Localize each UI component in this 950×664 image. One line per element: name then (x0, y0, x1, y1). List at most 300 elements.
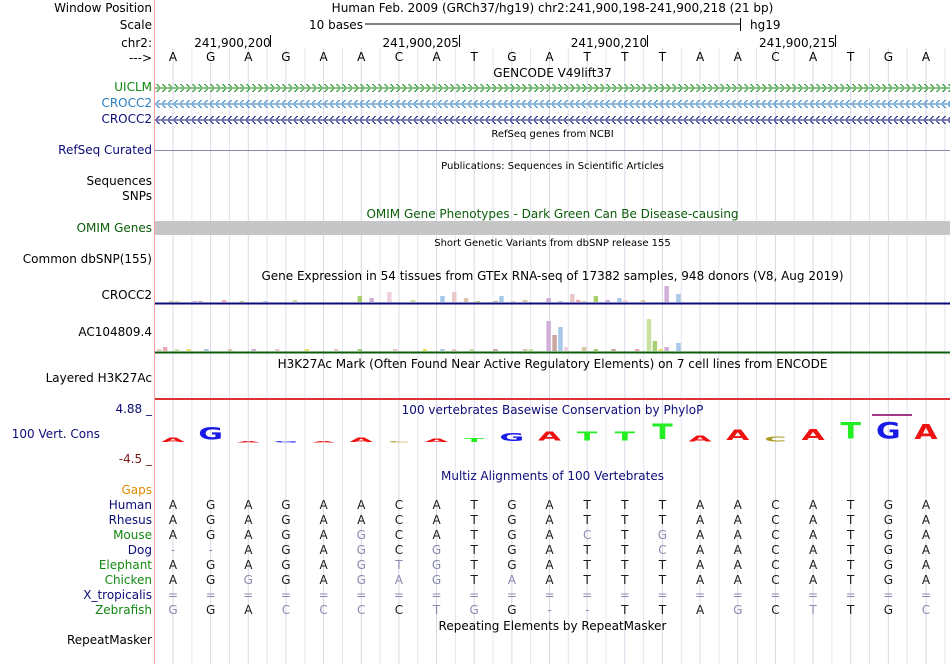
alignment-base: A (168, 573, 178, 587)
browser-track-area[interactable] (155, 0, 950, 664)
alignment-base: G (205, 603, 216, 617)
track-label-gtex-crocc2[interactable]: CROCC2 (101, 288, 152, 302)
gtex-title: Gene Expression in 54 tissues from GTEx RNA-seq of 17382 samples, 948 donors (V8, Aug 2019) (261, 269, 844, 283)
position-tick-mark (459, 35, 460, 47)
alignment-base: T (470, 573, 478, 587)
reference-base: G (281, 50, 291, 64)
alignment-base: C (394, 603, 404, 617)
alignment-base: T (658, 573, 667, 587)
alignment-base: A (695, 498, 705, 512)
logo-letter: A (349, 436, 373, 444)
alignment-base: C (771, 528, 780, 542)
alignment-base: G (281, 528, 291, 542)
alignment-base: A (695, 573, 705, 587)
alignment-base: T (470, 513, 478, 527)
scale-db-text: hg19 (750, 18, 781, 32)
gtex-tissue-bar[interactable] (222, 300, 227, 302)
gtex-tissue-bar[interactable] (169, 301, 174, 302)
alignment-base: T (658, 603, 667, 617)
alignment-base: A (808, 513, 818, 527)
alignment-base: G (356, 573, 366, 587)
alignment-base: G (507, 603, 517, 617)
alignment-base: A (319, 543, 328, 557)
track-label-repeatmasker[interactable]: RepeatMasker (66, 633, 152, 647)
gtex-tissue-bar[interactable] (369, 298, 374, 302)
alignment-base: = (356, 588, 367, 602)
refseq-title: RefSeq genes from NCBI (491, 129, 614, 140)
alignment-base: A (244, 603, 253, 617)
alignment-base: = (619, 588, 630, 602)
gtex-tissue-bar[interactable] (611, 349, 616, 351)
position-tick-label: 241,900,215 (759, 36, 836, 50)
gtex-tissue-bar[interactable] (676, 294, 681, 302)
reference-base: G (205, 50, 216, 64)
alignment-base: T (847, 528, 855, 542)
alignment-base: T (658, 513, 667, 527)
alignment-base: G (431, 573, 442, 587)
alignment-base: A (695, 558, 705, 572)
alignment-base: G (356, 528, 366, 542)
alignment-base: C (394, 498, 404, 512)
track-label-omim[interactable]: OMIM Genes (76, 221, 152, 235)
alignment-base: = (657, 588, 668, 602)
track-label-gaps[interactable]: Gaps (121, 483, 152, 497)
logo-letter: G (876, 418, 901, 445)
alignment-base: C (771, 543, 780, 557)
species-label[interactable]: Mouse (113, 528, 152, 542)
alignment-base: T (583, 558, 591, 572)
alignment-base: A (808, 543, 818, 557)
gtex-tissue-bar[interactable] (546, 321, 551, 351)
alignment-base: A (545, 528, 554, 542)
track-label-dbsnp[interactable]: Common dbSNP(155) (22, 252, 152, 266)
alignment-base: = (582, 588, 593, 602)
gtex-tissue-bar[interactable] (499, 296, 504, 302)
logo-letter: A (236, 440, 260, 444)
species-label[interactable]: X_tropicalis (83, 588, 152, 602)
alignment-base: A (545, 498, 554, 512)
alignment-base: A (545, 513, 554, 527)
alignment-base: C (771, 603, 780, 617)
reference-base: G (883, 50, 893, 64)
alignment-base: G (883, 558, 893, 572)
alignment-base: A (319, 558, 328, 572)
alignment-base: G (507, 558, 517, 572)
gtex-tissue-bar[interactable] (594, 296, 599, 302)
gtex-tissue-bar[interactable] (440, 349, 445, 351)
logo-letter: T (463, 437, 485, 444)
gtex-tissue-bar[interactable] (440, 296, 445, 302)
scale-bar-text: 10 bases (309, 18, 363, 32)
gtex-tissue-bar[interactable] (470, 349, 475, 351)
alignment-base: C (394, 543, 404, 557)
logo-letter: A (311, 440, 336, 444)
alignment-base: A (695, 603, 705, 617)
logo-letter: T (614, 429, 636, 444)
scale-bar (155, 15, 950, 35)
logo-letter: A (726, 427, 750, 444)
alignment-base: T (658, 498, 667, 512)
alignment-base: G (507, 498, 517, 512)
alignment-base: T (432, 603, 441, 617)
alignment-base: G (507, 513, 517, 527)
gtex-tissue-bar[interactable] (523, 349, 528, 351)
alignment-base: A (808, 498, 818, 512)
gtex-tissue-bar[interactable] (529, 349, 534, 351)
alignment-base: = (205, 588, 216, 602)
logo-letter: G (499, 430, 525, 444)
species-label[interactable]: Zebrafish (95, 603, 152, 617)
gtex-tissue-bar[interactable] (476, 301, 481, 302)
species-label[interactable]: Human (108, 498, 152, 512)
gtex-tissue-bar[interactable] (511, 301, 516, 302)
gtex-tissue-bar[interactable] (240, 301, 245, 302)
track-labels-column (0, 0, 154, 664)
alignment-base: A (695, 513, 705, 527)
gtex-tissue-bar[interactable] (576, 300, 581, 302)
alignment-base: T (621, 513, 629, 527)
alignment-base: = (506, 588, 517, 602)
gtex-tissue-bar[interactable] (387, 292, 392, 302)
alignment-base: G (281, 573, 291, 587)
gtex-tissue-bar[interactable] (305, 349, 310, 351)
alignment-base: A (244, 543, 253, 557)
gtex-tissue-bar[interactable] (192, 301, 197, 302)
species-label[interactable]: Chicken (104, 573, 152, 587)
gtex-tissue-bar[interactable] (411, 300, 416, 302)
species-label[interactable]: Elephant (98, 558, 152, 572)
gtex-tissue-bar[interactable] (659, 349, 664, 351)
alignment-base: C (357, 603, 366, 617)
alignment-base: T (583, 498, 591, 512)
alignment-base: = (469, 588, 480, 602)
gtex-tissue-bar[interactable] (582, 301, 587, 302)
alignment-base: A (319, 528, 328, 542)
track-label-gtex-ac104809[interactable]: AC104809.4 (78, 325, 152, 339)
logo-letter: A (801, 426, 825, 444)
alignment-base: = (732, 588, 743, 602)
alignment-base: G (883, 498, 893, 512)
phylop-ymax-label: 4.88 _ (115, 402, 152, 416)
alignment-base: T (621, 573, 629, 587)
gtex-tissue-bar[interactable] (275, 349, 280, 351)
reference-base: A (921, 50, 931, 64)
alignment-base: A (921, 513, 931, 527)
track-label-phylop[interactable]: 100 Vert. Cons (11, 427, 100, 441)
gtex-tissue-bar[interactable] (228, 349, 233, 351)
gencode-features[interactable] (155, 80, 950, 128)
alignment-base: C (394, 528, 404, 542)
gtex-tissue-bar[interactable] (493, 301, 498, 302)
reference-base: C (394, 50, 404, 64)
alignment-base: T (621, 498, 629, 512)
reference-base: A (545, 50, 554, 64)
alignment-base: T (583, 513, 591, 527)
reference-base: A (168, 50, 178, 64)
reference-base: A (733, 50, 742, 64)
gtex-tissue-bar[interactable] (605, 300, 610, 302)
alignment-base: G (205, 573, 216, 587)
gtex-tissue-bar[interactable] (546, 298, 551, 302)
alignment-base: A (319, 498, 328, 512)
gtex-tissue-bar[interactable] (263, 301, 268, 302)
alignment-base: = (167, 588, 179, 602)
alignment-base: T (847, 603, 855, 617)
track-label-uiclm[interactable]: UICLM (114, 80, 152, 94)
species-label[interactable]: Rhesus (108, 513, 152, 527)
alignment-base: A (921, 543, 931, 557)
alignment-base: G (205, 528, 216, 542)
gtex-tissue-bar[interactable] (163, 347, 168, 351)
alignment-base: C (921, 603, 931, 617)
scale-label: Scale (119, 18, 152, 32)
chrom-label: chr2: (121, 36, 152, 50)
gtex-tissue-bar[interactable] (653, 341, 658, 351)
alignment-base: T (847, 558, 855, 572)
gtex-tissue-bar[interactable] (594, 349, 599, 351)
gtex-bars[interactable] (155, 283, 950, 355)
alignment-base: A (244, 513, 253, 527)
alignment-base: A (921, 498, 931, 512)
alignment-base: A (921, 558, 931, 572)
gtex-tissue-bar[interactable] (623, 300, 628, 302)
logo-letter: C (764, 435, 787, 444)
species-label[interactable]: Dog (127, 543, 152, 557)
alignment-base: G (733, 603, 743, 617)
logo-letter: T (652, 419, 673, 445)
alignment-base: A (545, 573, 554, 587)
track-label-refseq[interactable]: RefSeq Curated (58, 143, 152, 157)
alignment-base: = (920, 588, 932, 602)
gtex-tissue-bar[interactable] (664, 347, 669, 351)
alignment-base: A (733, 528, 742, 542)
gtex-tissue-bar[interactable] (423, 349, 428, 351)
gtex-tissue-bar[interactable] (664, 286, 669, 302)
logo-letter: T (576, 429, 598, 444)
gtex-tissue-bar[interactable] (523, 300, 528, 302)
alignment-base: T (470, 543, 478, 557)
alignment-base: = (544, 588, 555, 602)
reference-base: T (470, 50, 478, 64)
alignment-base: = (393, 588, 404, 602)
gtex-tissue-bar[interactable] (570, 294, 575, 302)
gtex-tissue-bar[interactable] (641, 300, 646, 302)
alignment-base: G (356, 558, 366, 572)
alignment-base: G (507, 543, 517, 557)
multiz-title: Multiz Alignments of 100 Vertebrates (440, 469, 665, 483)
track-label-crocc2-a[interactable]: CROCC2 (101, 96, 152, 110)
logo-letter: G (273, 440, 299, 444)
alignment-base: - (170, 543, 176, 557)
alignment-base: A (545, 543, 554, 557)
track-label-crocc2-b[interactable]: CROCC2 (101, 112, 152, 126)
alignment-base: T (847, 543, 855, 557)
alignment-base: G (281, 498, 291, 512)
gtex-tissue-bar[interactable] (493, 349, 498, 351)
alignment-base: A (244, 558, 253, 572)
alignment-base: A (808, 528, 818, 542)
reference-base: A (695, 50, 705, 64)
reference-base: T (621, 50, 629, 64)
alignment-base: A (168, 498, 178, 512)
gtex-tissue-bar[interactable] (452, 292, 457, 302)
alignment-base: = (243, 588, 254, 602)
refseq-feature[interactable] (155, 143, 950, 157)
gtex-tissue-bar[interactable] (617, 298, 622, 302)
window-position-label: Window Position (54, 1, 152, 15)
position-tick-label: 241,900,200 (194, 36, 271, 50)
alignment-base: T (809, 603, 817, 617)
gtex-tissue-bar[interactable] (293, 300, 298, 302)
alignment-base: A (507, 573, 516, 587)
gtex-tissue-bar[interactable] (647, 319, 652, 351)
alignment-base: = (883, 588, 894, 602)
h3k27ac-signal[interactable] (155, 396, 950, 402)
phylop-title: 100 vertebrates Basewise Conservation by PhyloP (401, 403, 704, 417)
gtex-tissue-bar[interactable] (358, 349, 363, 351)
reference-base: T (658, 50, 667, 64)
alignment-base: A (733, 573, 742, 587)
omim-feature[interactable] (155, 221, 950, 235)
assembly-position-text: Human Feb. 2009 (GRCh37/hg19) chr2:241,900,198-241,900,218 (21 bp) (331, 1, 774, 15)
gtex-tissue-bar[interactable] (393, 349, 398, 351)
alignment-base: G (356, 543, 366, 557)
alignment-base: A (168, 513, 178, 527)
alignment-base: G (431, 543, 442, 557)
alignment-base: A (808, 573, 818, 587)
alignment-base: T (621, 543, 629, 557)
alignment-base: T (847, 573, 855, 587)
gtex-tissue-bar[interactable] (358, 296, 363, 302)
gtex-tissue-bar[interactable] (198, 301, 203, 302)
gtex-tissue-bar[interactable] (558, 327, 563, 351)
gtex-tissue-bar[interactable] (334, 349, 339, 351)
alignment-base: A (695, 528, 705, 542)
pubs-title: Publications: Sequences in Scientific Articles (441, 161, 664, 172)
alignment-base: T (621, 558, 629, 572)
logo-letter: A (161, 436, 185, 444)
gtex-tissue-bar[interactable] (204, 349, 209, 351)
reference-base: C (771, 50, 780, 64)
alignment-base: T (847, 498, 855, 512)
alignment-base: G (883, 528, 893, 542)
alignment-base: - (584, 603, 590, 617)
dbsnp-title: Short Genetic Variants from dbSNP release 155 (434, 238, 671, 249)
alignment-base: C (281, 603, 291, 617)
alignment-base: A (733, 558, 742, 572)
alignment-base: G (657, 528, 668, 542)
alignment-base: = (845, 588, 856, 602)
gtex-tissue-bar[interactable] (552, 335, 557, 351)
alignment-base: A (695, 543, 705, 557)
gtex-tissue-bar[interactable] (175, 349, 180, 351)
gtex-tissue-bar[interactable] (175, 301, 180, 302)
alignment-base: A (432, 528, 441, 542)
alignment-base: = (808, 588, 819, 602)
logo-letter: G (198, 424, 223, 445)
gtex-tissue-bar[interactable] (187, 349, 192, 351)
gtex-tissue-bar[interactable] (676, 343, 681, 351)
alignment-base: T (583, 573, 591, 587)
gtex-tissue-bar[interactable] (564, 347, 569, 351)
phylop-max-marker (872, 413, 912, 417)
phylop-ymin-label: -4.5 _ (118, 452, 152, 466)
alignment-base: G (431, 558, 442, 572)
omim-title: OMIM Gene Phenotypes - Dark Green Can Be Disease-causing (366, 207, 739, 221)
gtex-tissue-bar[interactable] (635, 349, 640, 351)
alignment-base: T (470, 558, 478, 572)
position-tick-mark (647, 35, 648, 47)
repeatmasker-title: Repeating Elements by RepeatMasker (438, 619, 667, 633)
alignment-base: C (771, 558, 780, 572)
alignment-base: A (319, 573, 328, 587)
alignment-base: G (205, 498, 216, 512)
alignment-base: = (770, 588, 781, 602)
alignment-base: G (205, 513, 216, 527)
alignment-base: T (470, 528, 478, 542)
track-label-sequences[interactable]: Sequences (86, 174, 152, 188)
reference-base: A (244, 50, 253, 64)
track-label-snps[interactable]: SNPs (122, 189, 152, 203)
alignment-base: T (621, 528, 629, 542)
alignment-base: - (547, 603, 552, 617)
logo-letter: C (387, 440, 410, 444)
alignment-base: A (432, 513, 441, 527)
gtex-tissue-bar[interactable] (464, 298, 469, 302)
alignment-base: C (394, 513, 404, 527)
alignment-base: G (883, 543, 893, 557)
alignment-base: G (281, 513, 291, 527)
alignment-base: T (621, 603, 629, 617)
alignment-base: G (883, 603, 893, 617)
alignment-base: T (395, 558, 403, 572)
alignment-base: A (808, 558, 818, 572)
strand-arrow-label: ---> (128, 51, 152, 65)
alignment-base: G (883, 573, 893, 587)
gtex-tissue-bar[interactable] (157, 349, 162, 351)
position-tick-label: 241,900,210 (570, 36, 648, 50)
logo-letter: A (537, 429, 562, 444)
alignment-base: C (658, 543, 667, 557)
reference-base: A (319, 50, 328, 64)
gtex-tissue-bar[interactable] (251, 349, 256, 351)
track-label-h3k27ac[interactable]: Layered H3K27Ac (45, 371, 152, 385)
position-tick-label: 241,900,205 (382, 36, 459, 50)
alignment-base: A (733, 543, 742, 557)
alignment-base: A (545, 558, 554, 572)
alignment-base: = (695, 588, 706, 602)
alignment-base: C (771, 573, 780, 587)
logo-letter: T (840, 418, 861, 445)
logo-letter: A (914, 420, 938, 445)
gtex-tissue-bar[interactable] (558, 301, 563, 302)
alignment-base: A (244, 498, 253, 512)
alignment-base: G (281, 543, 291, 557)
position-tick-mark (835, 35, 836, 47)
gtex-tissue-bar[interactable] (582, 347, 587, 351)
alignment-base: A (244, 528, 253, 542)
position-tick-mark (270, 35, 271, 47)
alignment-base: C (319, 603, 328, 617)
alignment-base: A (733, 513, 742, 527)
alignment-base: A (394, 573, 403, 587)
alignment-base: C (771, 498, 780, 512)
alignment-base: T (583, 543, 591, 557)
alignment-base: A (319, 513, 328, 527)
gtex-tissue-bar[interactable] (452, 349, 457, 351)
reference-base: A (808, 50, 818, 64)
alignment-base: C (771, 513, 780, 527)
